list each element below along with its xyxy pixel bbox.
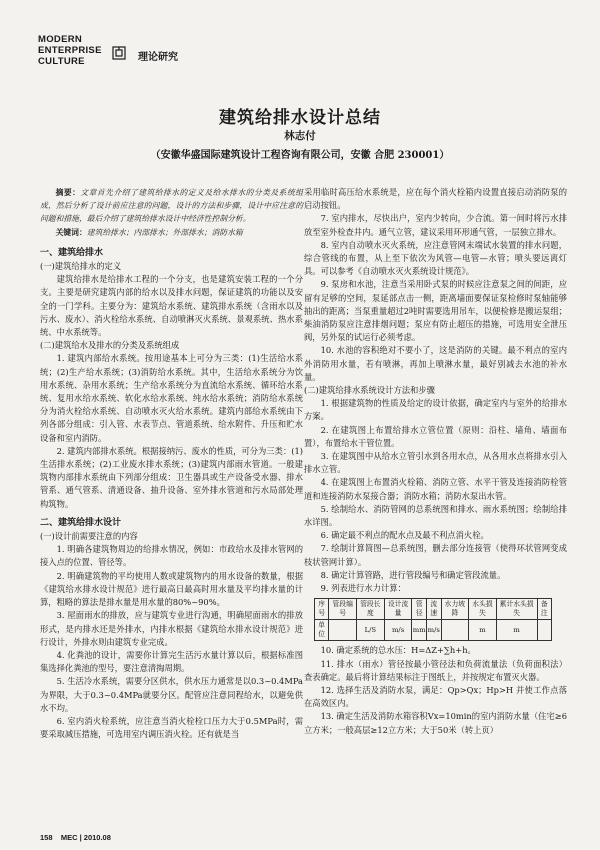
- paragraph: 4. 化粪池的设计，需要你计算完生活污水量计算以后，根据标准图集选择化粪池的型号，要注意清掏周期。: [40, 649, 303, 674]
- hydraulic-calc-table: [314, 598, 552, 641]
- page-footer: [40, 833, 111, 842]
- paragraph: 6. 室内消火栓系统，应注意当消火栓栓口压力大于0.5MPa时，需要采取减压措施，可选用室内调压消火栓。还有就是当: [40, 715, 303, 740]
- table-cell: m: [496, 620, 537, 641]
- paragraph: 2. 建筑内部排水系统。根据接纳污、废水的性质，可分为三类：(1)生活排水系统；(2)工业废水排水系统；(3)建筑内部雨水管道。一般建筑物内部排水系统由下列部分组成：卫生器具或生产设备受水器、排水管系、通气管系、清通设备、抽升设备、室外排水管道和污水局部处理构筑物。: [40, 445, 303, 509]
- paragraph: 2. 在建筑图上布置给排水立管位置（原则：沿柱、墙角、墙面布置），布置给水干管位置。: [304, 424, 567, 448]
- subsection-heading: (一)设计前需要注意的内容: [40, 531, 138, 542]
- table-cell: [441, 620, 469, 641]
- keywords-label: 关键词：: [55, 227, 87, 237]
- section-label: 理论研究: [138, 52, 178, 63]
- logo-line: ENTERPRISE: [38, 45, 102, 56]
- author-affiliation: （安徽华盛国际建筑设计工程咨询有限公司，安徽 合肥 230001）: [150, 150, 450, 161]
- paragraph: 2. 明确建筑物的平均使用人数或建筑物内的用水设备的数量，根据《建筑给水排水设计规范》进行最高日最高时用水量及平均排水量的计算，粗略的算法是排水量是用水量的80%~90%。: [40, 570, 303, 608]
- table-cell: [537, 620, 551, 641]
- table-cell: 单位: [315, 620, 329, 641]
- paragraph: 5. 绘制给水、消防管网的总系统图和排水、雨水系统图；绘制给排水详图。: [304, 503, 567, 528]
- table-cell: [329, 620, 357, 641]
- table-cell: 水头损失: [469, 599, 497, 620]
- logo-line: CULTURE: [38, 56, 85, 67]
- paragraph: 采用临时高压给水系统是，应在每个消火栓箱内设置直接启动消防泵的启动按钮。: [304, 187, 567, 211]
- abstract-text: 文章首先介绍了建筑给排水的定义及给水排水的分类及系统组成，然后分析了设计前应注意的问题，设计的方法和步骤，设计中应注意的问题和措施，最后介绍了建筑给排水设计中经济性控制分析。: [40, 188, 304, 224]
- paragraph: 3. 在建筑图中从给水立管引水到各用水点，从各用水点将排水引入排水立管。: [304, 451, 567, 475]
- paragraph: 5. 生活冷水系统，需要分区供水，供水压力通常是以0.3~0.4MPa为界限，大于0.3~0.4MPa就要分区。配管应注意同程给水，以避免供水不均。: [40, 676, 303, 713]
- table-cell: 设计流量: [384, 599, 412, 620]
- table-cell: 累计水头损失: [496, 599, 537, 620]
- subsection-heading: (一)建筑给排水的定义: [40, 261, 122, 272]
- journal-logo: [38, 34, 102, 67]
- keywords-text: 建筑给排水；内部排水；外部排水；消防水箱: [86, 227, 243, 237]
- table-row: [315, 620, 552, 641]
- table-cell: 管径: [412, 599, 427, 620]
- paragraph: 7. 室内排水，尽快出户，室内少转向，少合流。第一间时将污水排放至室外检查井内。通气立管，建议采用环形通气管，一层独立排水。: [304, 213, 567, 237]
- paragraph: 1. 明确各建筑物周边的给排水情况，例如：市政给水及排水管网的接入点的位置、管径等。: [40, 544, 303, 568]
- paragraph: 11. 排水（雨水）管径按最小管径法和负荷流量法（负荷面积法）查表确定。最后将计算结果标注于图纸上，并按规定布置灭火器。: [304, 658, 567, 682]
- table-cell: mm: [412, 620, 427, 641]
- table-cell: 水力坡降: [441, 599, 469, 620]
- paragraph: 8. 室内自动喷水灭火系统，应注意管网末端试水装置的排水问题，综合管线的布置，从上至下依次为风管—电管—水管；喷头要远离灯具。可以参考《自动喷水灭火系统设计规范》。: [304, 239, 567, 277]
- section-heading: 二、建筑给排水设计: [40, 517, 122, 528]
- page-number: 158: [40, 833, 53, 842]
- table-cell: 序号: [315, 599, 329, 620]
- paragraph: 10. 确定系统的总水压：H=ΔZ+∑h+h。: [320, 645, 476, 656]
- paragraph: 7. 绘制计算简图—总系统图，删去部分连接管（使得环状管网变成枝状管网计算）。: [304, 543, 567, 567]
- paragraph: 8. 确定计算管路，进行管段编号和确定管段流量。: [320, 569, 506, 580]
- paragraph: 1. 建筑内部给水系统。按用途基本上可分为三类：(1)生活给水系统；(2)生产给水系统；(3)消防给水系统。其中，生活给水系统分为饮用水系统、杂用水系统；生产给水系统分为直流给水系统、循环给水系统、复用水给水系统、软化水给水系统、纯水给水系统；消防给水系统分为消火栓给水系统、自动喷水灭火给水系统。建筑内部给水系统由下列各部分组成：引入管、水表节点、管道系统、给水附件、升压和贮水设备和室内消防。: [40, 353, 303, 443]
- paragraph: 9. 列表进行水力计算：: [320, 583, 406, 594]
- right-column: [304, 186, 567, 737]
- article-title: 建筑给排水设计总结: [219, 108, 381, 128]
- issue-label: MEC | 2010.08: [60, 833, 111, 842]
- table-cell: 管段长度: [356, 599, 384, 620]
- paragraph: 13. 确定生活及消防水箱容积Vx=10min的室内消防水量（住宅≥6立方米；一般高层≥12立方米；大于50米（转上页）: [304, 711, 567, 735]
- table-row: [315, 599, 552, 620]
- left-body: [40, 247, 303, 742]
- paragraph: 3. 屋面雨水的排放，应与建筑专业进行沟通，明确屋面雨水的排放形式，是内排水还是外排水，内排水根据《建筑给水排水设计规范》进行设计，外排水则由建筑专业完成。: [40, 610, 303, 647]
- logo-line: MODERN: [38, 34, 83, 45]
- paragraph: 9. 泵房和水池，注意当采用卧式泵的时候应注意泵之间的间距，应留有足够的空间，泵延部点击一侧，距离墙面要保证泵检修时泵轴能够抽出的距离；当泵重量超过2吨时需要选用吊车，以便检修是搬运泵组；柴油消防泵应注意排烟问题；泵应有防止超压的措施，可选用安全泄压阀，另外泵的试运行必须考虑。: [304, 279, 567, 343]
- paragraph: 10. 水池的容积绝对不要小了，这是消防的关键。最不利点的室内外消防用水量，若有喷淋，再加上喷淋水量，最好别减去水池的补水量。: [304, 345, 567, 382]
- paragraph: 1. 根据建筑物的性质及给定的设计依据，确定室内与室外的给排水方案。: [304, 398, 567, 422]
- keywords: [40, 226, 303, 239]
- table-cell: 备注: [537, 599, 551, 620]
- section-heading: 一、建筑给排水: [40, 247, 104, 258]
- table-cell: m: [469, 620, 497, 641]
- table-cell: 流速: [427, 599, 442, 620]
- table-cell: L/S: [356, 620, 384, 641]
- paragraph: 6. 确定最不利点的配水点及最不利点消火栓。: [320, 530, 489, 541]
- paragraph: 4. 在建筑图上布置消火栓箱、消防立管、水平干管及连接消防栓管道和连接消防水泵接合器；消防水箱；消防水泵出水管。: [304, 477, 567, 501]
- article-author: 林志付: [284, 130, 316, 142]
- subsection-heading: (二)建筑给排水系统设计方法和步骤: [304, 385, 435, 396]
- abstract-label: 摘要：: [55, 188, 81, 197]
- logo-square-icon: [112, 46, 126, 60]
- right-body: [304, 186, 567, 737]
- paragraph: 12. 选择生活及消防水泵，满足：Qp>Qx；Hp>H 并使工作点落在高效区内。: [304, 684, 567, 709]
- table-cell: m/s: [427, 620, 442, 641]
- left-column: [40, 186, 303, 741]
- subsection-heading: (二)建筑给水及排水的分类及系统组成: [40, 340, 180, 351]
- table-cell: 管段编号: [329, 599, 357, 620]
- table-cell: m/s: [384, 620, 412, 641]
- abstract: [40, 186, 303, 226]
- paragraph: 建筑给排水是给排水工程的一个分支，也是建筑安装工程的一个分支。主要是研究建筑内部的给水以及排水问题，保证建筑的功能以及安全的一门学科。主要分为：建筑给水系统、建筑排水系统（含雨水以及污水、废水）、消火栓给水系统、自动喷淋灭火系统、景观系统、热水系统、中水系统等。: [40, 274, 303, 338]
